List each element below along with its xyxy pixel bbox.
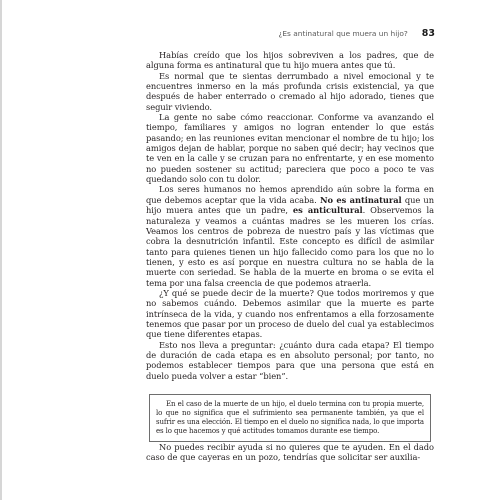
emphasis-anticultural: es anticultural [292, 205, 363, 216]
page-edge [0, 0, 2, 500]
paragraph-7: No puedes recibir ayuda si no quieres que te ayuden. En el dado caso de que cayeras en un pozo, tendrías que solicitar ser auxilia- [146, 442, 434, 463]
emphasis-antinatural: No es antinatural [319, 194, 402, 205]
paragraph-4-text-c: que un hijo muera antes que un padre, [146, 194, 434, 216]
callout-box [149, 394, 431, 442]
running-title: ¿Es antinatural que muera un hijo? [278, 29, 408, 38]
paragraph-2: Es normal que te sientas derrumbado a nivel emocional y te encuentres inmerso en la más profunda crisis existencial, ya que después de haber enterrado o cremado al hijo adorado, tienes que seguir viviendo. [146, 70, 434, 112]
paragraph-4 [146, 184, 434, 287]
paragraph-6: Esto nos lleva a preguntar: ¿cuánto dura cada etapa? El tiempo de duración de cada etapa es en absoluto personal; por tanto, no podemos establecer tiempos para que una persona que está en duelo pueda volver a estar “bien”. [146, 339, 434, 381]
paragraph-4-text-a: Los seres humanos no hemos aprendido aún sobre la forma en que debemos aceptar que la vida acaba. [146, 184, 434, 205]
callout-text: En el caso de la muerte de un hijo, el duelo termina con tu propia muerte, lo que no significa que el sufrimiento sea permanente también, ya que el sufrir es una elección. El tiempo en el duelo no significa nada, lo que importa es lo que hacemos y qué actitudes tomamos durante ese tiempo. [156, 400, 424, 435]
paragraph-1: Habías creído que los hijos sobreviven a los padres, que de alguna forma es antinatural que tu hijo muera antes que tú. [146, 50, 434, 71]
paragraph-5: ¿Y qué se puede decir de la muerte? Que todos moriremos y que no sabemos cuándo. Debemos asimilar que la muerte es parte intrínseca de la vida, y cuando nos enfrentamos a ella forzosamente tenemos que pasar por un proceso de duelo del cual ya establecimos que tiene diferentes etapas. [146, 287, 434, 340]
page-body [146, 50, 434, 463]
paragraph-3: La gente no sabe cómo reaccionar. Conforme va avanzando el tiempo, familiares y amigos no logran entender lo que estás pasando; en las reuniones evitan mencionar el nombre de tu hijo; los amigos dejan de hablar, porque no saben qué decir; hay vecinos que te ven en la calle y se cruzan para no enfrentarte, y en ese momento no pueden sostener su actitud; pareciera que poco a poco te vas quedando solo con tu dolor. [146, 112, 434, 185]
page-number: 83 [421, 28, 435, 39]
paragraph-4-text-e: . Observemos la naturaleza y veamos a cuántas madres se les mueren los crías. Veamos los centros de pobreza de nuestro país y las víctimas que cobra la desnutrición infantil. Este concepto es difícil de asimilar tanto para quienes tienen un hijo fallecido como para los que no lo tienen, y esto es así porque en nuestra cultura no se habla de la muerte con seriedad. Se habla de la muerte en broma o se evita el tema por una falsa creencia de que podemos atraerla. [146, 205, 435, 288]
running-head [145, 28, 435, 39]
